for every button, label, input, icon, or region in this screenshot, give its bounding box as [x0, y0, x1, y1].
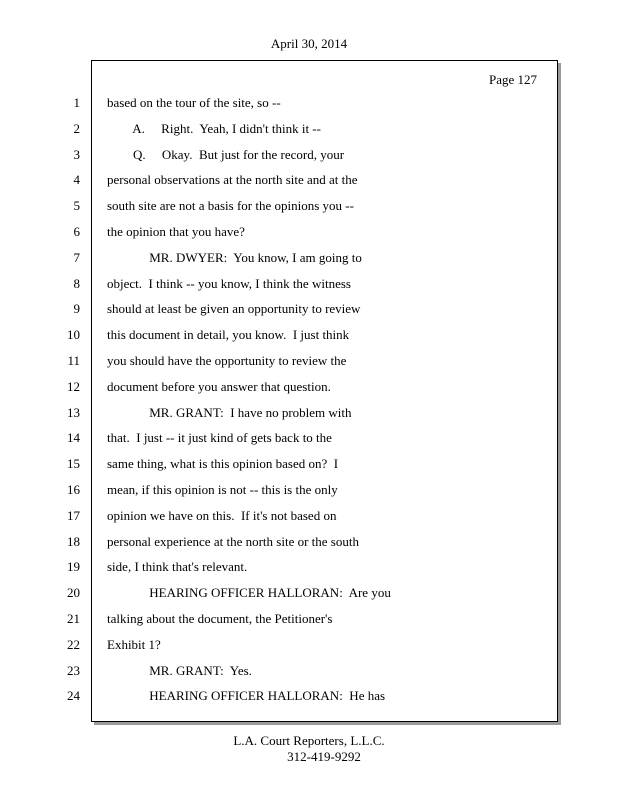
line-text: personal experience at the north site or the south [107, 533, 359, 549]
line-number: 6 [73, 224, 80, 239]
line-number: 20 [67, 585, 80, 601]
line-text: MR. GRANT: Yes. [107, 662, 252, 678]
line-text: A. Right. Yeah, I didn't think it -- [107, 120, 321, 136]
line-number: 1 [73, 95, 80, 110]
line-text: object. I think -- you know, I think the witness [107, 275, 351, 291]
line-text: opinion we have on this. If it's not based on [107, 507, 337, 523]
line-text: mean, if this opinion is not -- this is the only [107, 482, 338, 497]
line-text: the opinion that you have? [107, 224, 245, 239]
line-number: 7 [73, 249, 80, 265]
line-number: 9 [73, 301, 80, 317]
line-text: MR. GRANT: I have no problem with [107, 404, 352, 420]
line-text: personal observations at the north site and at the [107, 172, 358, 188]
line-number: 24 [67, 688, 80, 704]
line-number: 5 [73, 198, 80, 214]
line-number: 22 [67, 636, 80, 652]
line-number: 8 [73, 275, 80, 291]
line-number: 13 [67, 404, 80, 420]
line-number: 12 [67, 378, 80, 394]
header-date: April 30, 2014 [270, 36, 348, 51]
line-number: 11 [67, 353, 80, 368]
line-text: south site are not a basis for the opinions you -- [107, 198, 354, 214]
line-text: based on the tour of the site, so -- [107, 95, 281, 110]
line-text: document before you answer that question. [107, 378, 331, 394]
line-text: same thing, what is this opinion based on? I [107, 456, 339, 472]
line-text: side, I think that's relevant. [107, 559, 248, 575]
line-text: talking about the document, the Petitioner's [107, 611, 333, 626]
line-text: HEARING OFFICER HALLORAN: He has [107, 688, 386, 704]
line-text: HEARING OFFICER HALLORAN: Are you [107, 585, 391, 601]
line-text: this document in detail, you know. I just think [107, 327, 350, 343]
line-number: 18 [67, 533, 80, 549]
line-number: 3 [73, 146, 80, 162]
line-text: Exhibit 1? [107, 636, 161, 652]
line-number: 17 [67, 507, 80, 523]
line-number: 23 [67, 662, 80, 678]
line-text: should at least be given an opportunity to review [107, 301, 361, 317]
line-number: 4 [73, 172, 80, 188]
line-text: that. I just -- it just kind of gets back to the [107, 430, 332, 446]
line-number: 16 [67, 482, 80, 497]
footer-company: L.A. Court Reporters, L.L.C. [233, 733, 385, 748]
line-number: 14 [67, 430, 80, 446]
line-number: 2 [73, 120, 80, 136]
footer [0, 733, 618, 765]
line-number: 15 [67, 456, 80, 472]
line-text: MR. DWYER: You know, I am going to [107, 249, 362, 265]
line-text: you should have the opportunity to review the [107, 353, 347, 368]
line-number: 10 [67, 327, 80, 343]
line-number: 21 [67, 611, 80, 626]
line-text: Q. Okay. But just for the record, your [107, 146, 345, 162]
line-number: 19 [67, 559, 80, 575]
footer-phone: 312-419-9292 [287, 749, 361, 764]
page-number: Page 127 [488, 72, 537, 87]
